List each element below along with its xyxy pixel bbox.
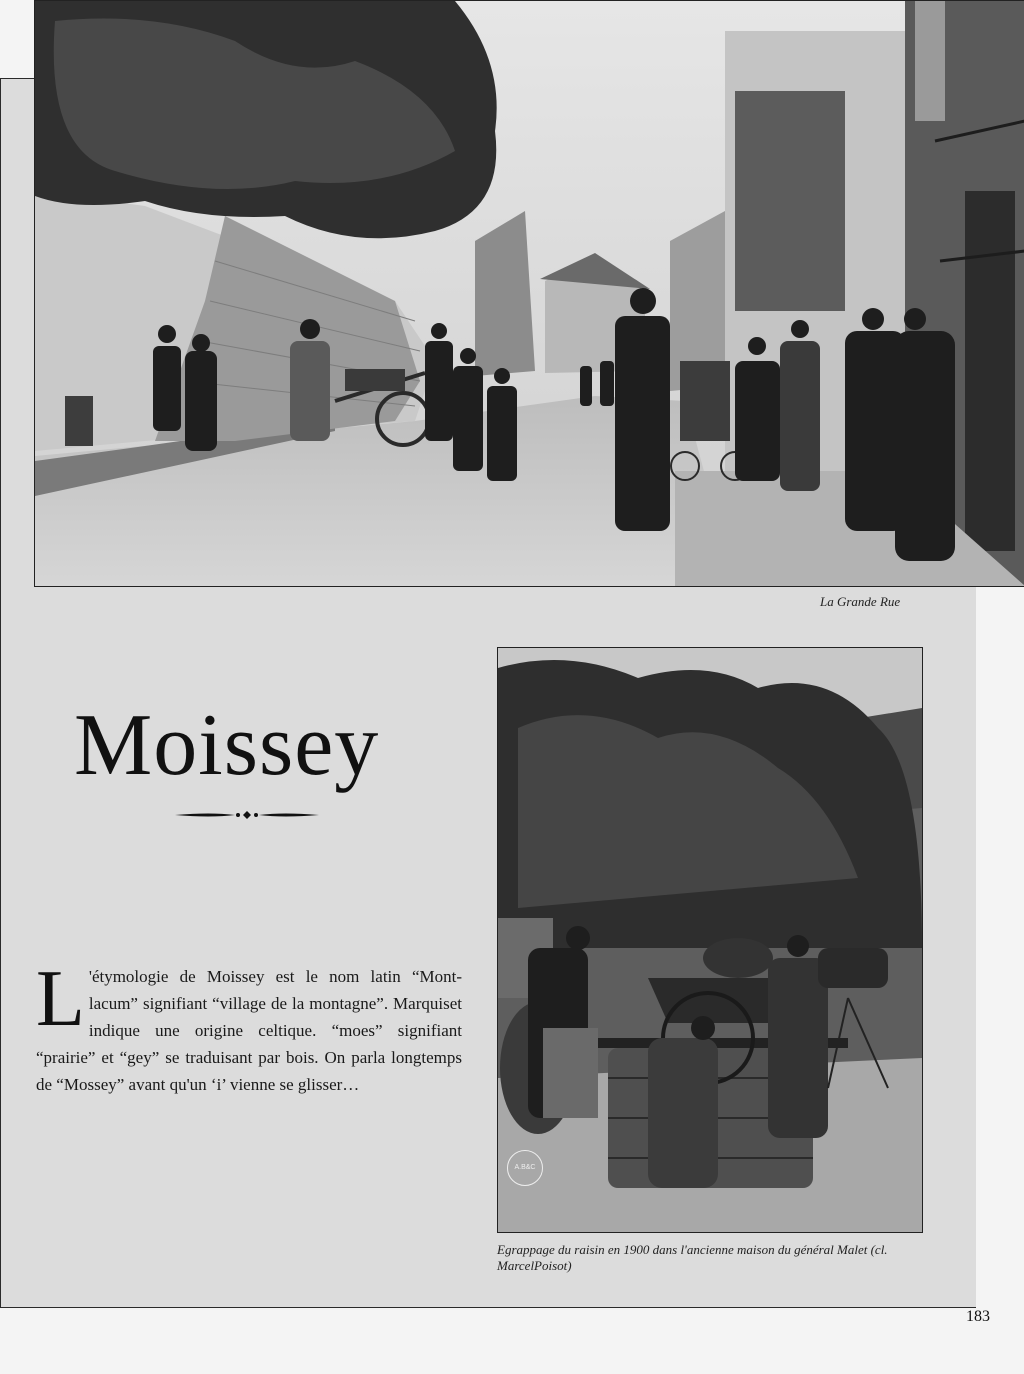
street-photo bbox=[34, 0, 1024, 587]
title-ornament bbox=[175, 808, 319, 822]
photographer-stamp: A.B&C bbox=[507, 1150, 543, 1186]
destemming-photo bbox=[497, 647, 923, 1233]
street-photo-caption: La Grande Rue bbox=[820, 594, 901, 609]
drop-cap: L bbox=[36, 955, 85, 1043]
destemming-photo-caption: Egrappage du raisin en 1900 dans l'ancienne maison du général Malet (cl. MarcelPoisot) bbox=[497, 1242, 888, 1273]
article-body-text: 'étymologie de Moissey est le nom latin “Mont-lacum” signifiant “village de la montagne”. Marquiset indique une origine celtique. “moes” signifiant “prairie” et “gey” se traduisant par bois. On parla longtemps de “Mossey” avant qu'un ‘i’ vienne se glisser… bbox=[36, 967, 462, 1094]
article-title: Moissey bbox=[74, 697, 380, 794]
destemming-photo-drawing bbox=[498, 648, 922, 1232]
page-number: 183 bbox=[966, 1308, 990, 1325]
article-body bbox=[36, 955, 462, 1098]
street-photo-drawing bbox=[35, 1, 1024, 586]
page-margin-strip bbox=[976, 585, 1024, 1310]
